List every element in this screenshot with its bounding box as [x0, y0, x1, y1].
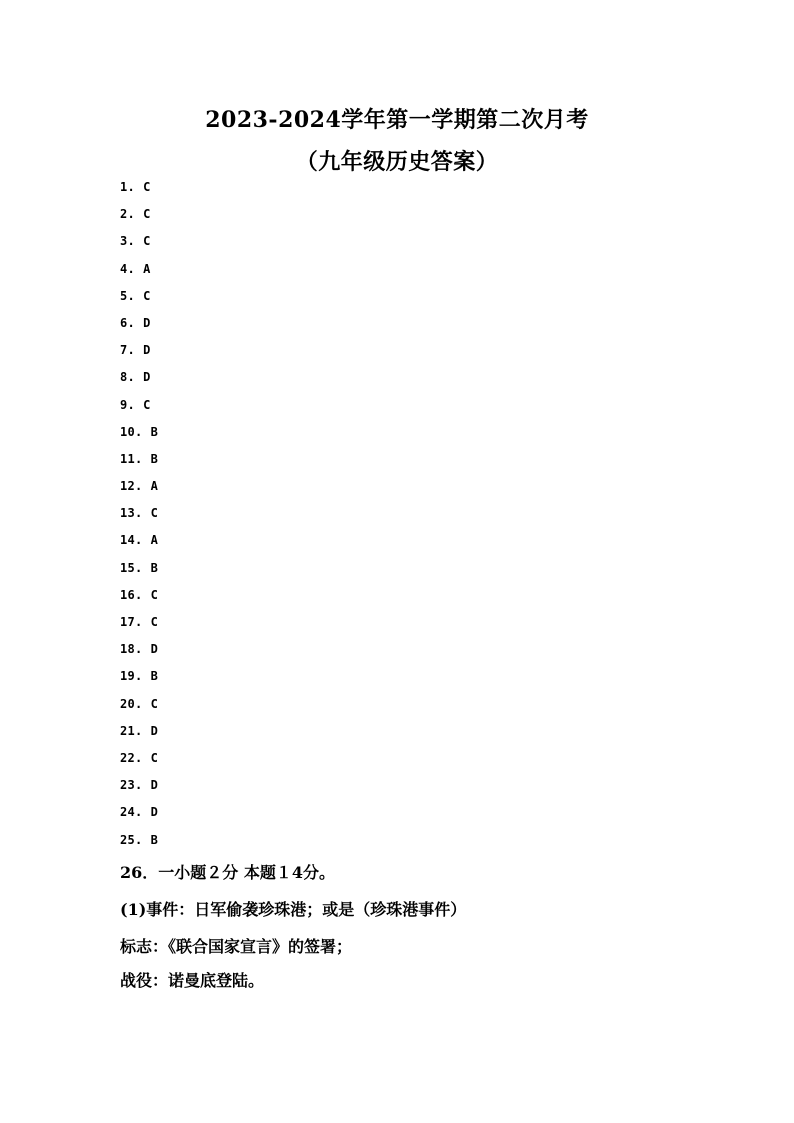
answer-choice: A — [150, 479, 159, 494]
answer-number: 2. — [120, 207, 136, 222]
answer-item — [120, 287, 158, 314]
answer-number: 14. — [120, 533, 143, 548]
answer-item — [120, 314, 158, 341]
answer-item — [120, 423, 158, 450]
answer-item — [120, 504, 158, 531]
answer-choice: C — [143, 207, 151, 222]
answer-choice: C — [150, 615, 159, 629]
answer-number: 13. — [120, 506, 143, 521]
answer-item — [120, 613, 158, 640]
answer-item — [120, 232, 158, 259]
answer-choice: D — [150, 642, 159, 657]
answer-number: 24. — [120, 805, 143, 820]
answer-choice: D — [143, 343, 151, 358]
answer-number: 18. — [120, 642, 143, 657]
question-26-part-1: (1)事件：日军偷袭珍珠港；或是（珍珠港事件） — [120, 900, 467, 919]
answer-item — [120, 205, 158, 232]
answer-number: 23. — [120, 778, 143, 793]
answer-item — [120, 776, 158, 803]
answer-item — [120, 260, 158, 287]
answer-item — [120, 450, 158, 477]
answer-choice: B — [150, 560, 159, 575]
answer-item — [120, 396, 158, 423]
answer-choice: B — [150, 451, 159, 466]
answer-item — [120, 749, 158, 776]
answer-choice: C — [143, 234, 151, 249]
answer-choice: C — [143, 180, 151, 194]
answer-number: 10. — [120, 424, 143, 439]
answer-item — [120, 368, 158, 395]
answer-item — [120, 341, 158, 368]
answer-number: 21. — [120, 723, 143, 738]
question-26-flag: 标志：《联合国家宣言》的签署； — [120, 937, 353, 956]
answer-item — [120, 586, 158, 613]
answer-choice: B — [150, 669, 159, 684]
answer-choice: B — [150, 832, 159, 847]
answer-choice: D — [150, 805, 159, 820]
answer-number: 5. — [120, 288, 136, 303]
answer-choice: C — [143, 288, 151, 303]
answer-number: 15. — [120, 560, 143, 575]
answer-choice: D — [143, 370, 151, 385]
answer-number: 6. — [120, 315, 136, 330]
answer-number: 22. — [120, 750, 143, 765]
answer-number: 11. — [120, 451, 143, 466]
answer-choice: B — [150, 424, 159, 439]
page-subtitle: （九年级历史答案） — [295, 149, 499, 175]
answer-number: 4. — [120, 261, 136, 276]
answer-number: 8. — [120, 370, 136, 385]
answer-number: 1. — [120, 180, 136, 194]
answer-choice: C — [150, 587, 159, 602]
answer-item — [120, 831, 158, 858]
answer-item — [120, 722, 158, 749]
answer-choice: D — [150, 723, 159, 738]
answer-item — [120, 695, 158, 722]
question-26-heading: 26．一小题２分 本题１4分。 — [120, 863, 335, 882]
answer-choice: A — [143, 261, 151, 276]
answer-list — [120, 178, 158, 858]
answer-number: 20. — [120, 696, 143, 711]
answer-choice: D — [143, 315, 151, 330]
answer-choice: C — [150, 696, 159, 711]
answer-number: 19. — [120, 669, 143, 684]
question-26-battle: 战役：诺曼底登陆。 — [120, 971, 265, 990]
answer-number: 9. — [120, 397, 136, 412]
answer-item — [120, 559, 158, 586]
answer-choice: C — [150, 506, 159, 521]
answer-item — [120, 803, 158, 830]
answer-number: 7. — [120, 343, 136, 358]
answer-number: 3. — [120, 234, 136, 249]
answer-item — [120, 178, 158, 205]
answer-number: 12. — [120, 479, 143, 494]
answer-item — [120, 640, 158, 667]
answer-number: 17. — [120, 615, 143, 629]
answer-choice: D — [150, 778, 159, 793]
answer-choice: C — [143, 397, 151, 412]
answer-item — [120, 667, 158, 694]
answer-item — [120, 477, 158, 504]
page-title: 2023-2024学年第一学期第二次月考 — [205, 107, 589, 133]
answer-choice: A — [150, 533, 159, 548]
answer-choice: C — [150, 750, 159, 765]
answer-number: 16. — [120, 587, 143, 602]
answer-number: 25. — [120, 832, 143, 847]
answer-item — [120, 531, 158, 558]
